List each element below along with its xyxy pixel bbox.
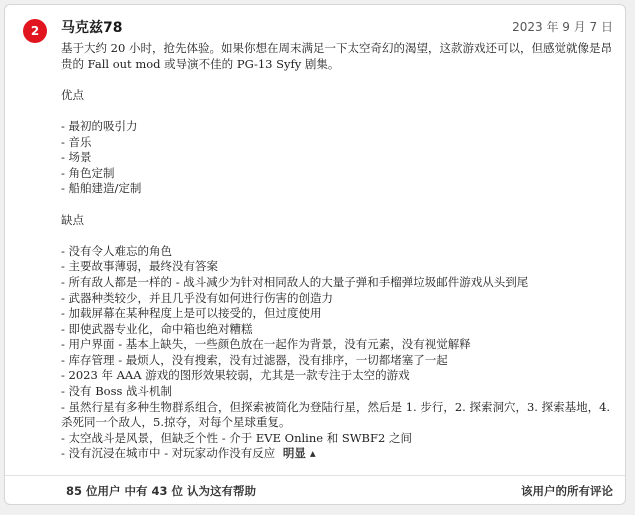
pros-item: - 音乐 bbox=[61, 134, 92, 149]
cons-item: - 用户界面 - 基本上缺失，一些颜色放在一起作为背景，没有元素，没有视觉解释 bbox=[61, 337, 471, 352]
cons-item: - 即使武器专业化，命中箱也绝对糟糕 bbox=[61, 321, 253, 336]
cons-item: - 武器种类较少，并且几乎没有如何进行伤害的创造力 bbox=[61, 290, 334, 305]
review-date: 2023 年 9 月 7 日 bbox=[512, 20, 613, 34]
review-intro: 基于大约 20 小时，抢先体验。如果你想在周末满足一下太空奇幻的渴望，这款游戏还可以，但感觉就像是昂贵的 Fall out mod 或导演不佳的 PG-13 Syfy 剧集。 bbox=[61, 41, 612, 71]
pros-item: - 最初的吸引力 bbox=[61, 118, 138, 133]
review-body bbox=[61, 41, 615, 462]
rank-badge: 2 bbox=[23, 19, 47, 43]
pros-item: - 场景 bbox=[61, 150, 92, 165]
cons-item: - 库存管理 - 最烦人，没有搜索，没有过滤器，没有排序，一切都堵塞了一起 bbox=[61, 352, 448, 367]
cons-item: - 2023 年 AAA 游戏的图形效果较弱，尤其是一款专注于太空的游戏 bbox=[61, 368, 410, 383]
cons-item: - 没有令人难忘的角色 bbox=[61, 243, 173, 258]
cons-list bbox=[61, 244, 615, 462]
pros-list bbox=[61, 119, 615, 197]
pros-item: - 船舶建造/定制 bbox=[61, 181, 142, 196]
review-footer bbox=[5, 475, 625, 504]
review-card bbox=[4, 4, 626, 505]
username[interactable]: 马克兹78 bbox=[61, 20, 123, 36]
collapse-toggle[interactable]: 明显 ▴ bbox=[282, 446, 316, 461]
cons-heading: 缺点 bbox=[61, 212, 84, 227]
helpful-count: 85 位用户 中有 43 位 认为这有帮助 bbox=[66, 484, 257, 498]
pros-item: - 角色定制 bbox=[61, 165, 115, 180]
cons-item: - 所有敌人都是一样的 - 战斗减少为针对相同敌人的大量子弹和手榴弹垃圾邮件游戏从头到尾 bbox=[61, 274, 529, 289]
cons-item: - 太空战斗是风景，但缺乏个性 - 介于 EVE Online 和 SWBF2 之间 bbox=[61, 430, 412, 445]
cons-item: - 加载屏幕在某种程度上是可以接受的，但过度使用 bbox=[61, 306, 322, 321]
pros-heading: 优点 bbox=[61, 87, 84, 102]
all-reviews-link[interactable]: 该用户的所有评论 bbox=[521, 484, 613, 498]
cons-item-last bbox=[61, 446, 615, 462]
cons-item: - 没有 Boss 战斗机制 bbox=[61, 384, 173, 399]
cons-item-text: - 没有沉浸在城市中 - 对玩家动作没有反应 bbox=[61, 446, 276, 461]
review-header bbox=[5, 5, 625, 41]
cons-item: - 主要故事薄弱，最终没有答案 bbox=[61, 259, 219, 274]
cons-item: - 虽然行星有多种生物群系组合，但探索被简化为登陆行星，然后是 1. 步行，2. 探索洞穴，3. 探索基地，4.杀死同一个敌人，5.掠夺，对每个星球重复。 bbox=[61, 399, 611, 430]
